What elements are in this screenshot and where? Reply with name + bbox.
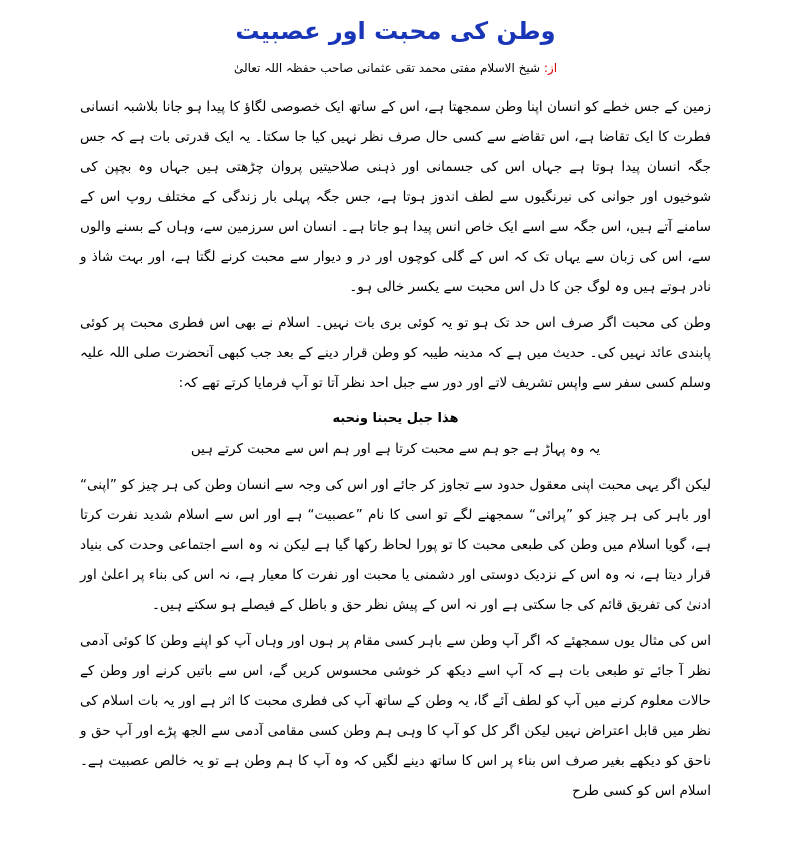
byline-author: شیخ الاسلام مفتی محمد تقی عثمانی صاحب حفظہ اللہ تعالیٰ: [233, 61, 541, 75]
paragraph-3: لیکن اگر یہی محبت اپنی معقول حدود سے تجاوز کر جائے اور اس کی وجہ سے انسان وطن کی ہر چیز کو ”اپنی“ اور باہر کی ہر چیز کو ”پرائی“ سمجھنے لگے تو اسی کا نام ”عصبیت“ ہے اور اس سے اسلام شدید نفرت کرتا ہے، گویا اسلام میں وطن کی طبعی محبت کا تو پورا لحاظ رکھا گیا ہے لیکن نہ وہ اسے اجتماعی وحدت کی بنیاد قرار دیتا ہے، نہ وہ اس کے نزدیک دوستی اور دشمنی یا محبت اور نفرت کا معیار ہے، نہ اس کی بناء پر اعلیٰ اور ادنیٰ کی تفریق قائم کی جا سکتی ہے اور نہ اس کے پیش نظر حق و باطل کے فیصلے ہو سکتے ہیں۔: [80, 477, 711, 613]
paragraph-2: وطن کی محبت اگر صرف اس حد تک ہو تو یہ کوئی بری بات نہیں۔ اسلام نے بھی اس فطری محبت پر کوئی پابندی عائد نہیں کی۔ حدیث میں ہے کہ مدینہ طیبہ کو وطن قرار دینے کے بعد جب کبھی آنحضرت صلی اللہ علیہ وسلم کسی سفر سے واپس تشریف لاتے اور دور سے جبل احد نظر آتا تو آپ فرمایا کرتے تھے کہ:: [80, 315, 711, 391]
byline-prefix: از:: [543, 61, 558, 75]
article-byline: [0, 58, 791, 78]
article-body: [80, 92, 711, 812]
arabic-quote: هذا جبل يحبنا ونحبه: [332, 411, 459, 426]
paragraph-1: زمین کے جس خطے کو انسان اپنا وطن سمجھتا ہے، اس کے ساتھ ایک خصوصی لگاؤ کا پیدا ہو جانا بلاشبہ انسانی فطرت کا ایک تقاضا ہے، اس تقاضے سے کسی حال صرف نظر نہیں کیا جا سکتا۔ یہ ایک قدرتی بات ہے کہ جس جگہ انسان پیدا ہوتا ہے جہاں اس کی جسمانی اور ذہنی صلاحیتیں پروان چڑھتی ہیں جہاں وہ بچپن کی شوخیوں اور جوانی کی نیرنگیوں سے لطف اندوز ہوتا ہے، جس جگہ پہلی بار زندگی کے مختلف روپ اس کے سامنے آتے ہیں، اس جگہ سے اسے ایک خاص انس پیدا ہو جاتا ہے۔ انسان اس سرزمین سے، وہاں کے بسنے والوں سے، اس کی زبان سے یہاں تک کہ اس کے گلی کوچوں اور در و دیوار سے محبت کرنے لگتا ہے، اور بہت شاذ و نادر ہوتے ہیں وہ لوگ جن کا دل اس محبت سے یکسر خالی ہو۔: [80, 99, 711, 295]
paragraph-4: اس کی مثال یوں سمجھئے کہ اگر آپ وطن سے باہر کسی مقام پر ہوں اور وہاں آپ کو اپنے وطن کا کوئی آدمی نظر آ جائے تو طبعی بات ہے کہ آپ اسے دیکھ کر خوشی محسوس کریں گے، اس سے باتیں کرنے اور وطن کے حالات معلوم کرنے میں آپ کو لطف آئے گا، یہ وطن کے ساتھ آپ کی فطری محبت کا اثر ہے اور یہ بات اسلام کی نظر میں قابل اعتراض نہیں لیکن اگر کل کو آپ کا وہی ہم وطن کسی مقامی آدمی سے الجھ پڑے اور آپ حق و ناحق کو دیکھے بغیر صرف اس بناء پر اس کا ساتھ دینے لگیں کہ وہ آپ کا ہم وطن ہے تو یہ خالص عصبیت ہے۔ اسلام اس کو کسی طرح: [80, 633, 711, 799]
quote-translation: یہ وہ پہاڑ ہے جو ہم سے محبت کرتا ہے اور ہم اس سے محبت کرتے ہیں: [190, 441, 601, 457]
article-title: وطن کی محبت اور عصبیت: [235, 17, 556, 45]
